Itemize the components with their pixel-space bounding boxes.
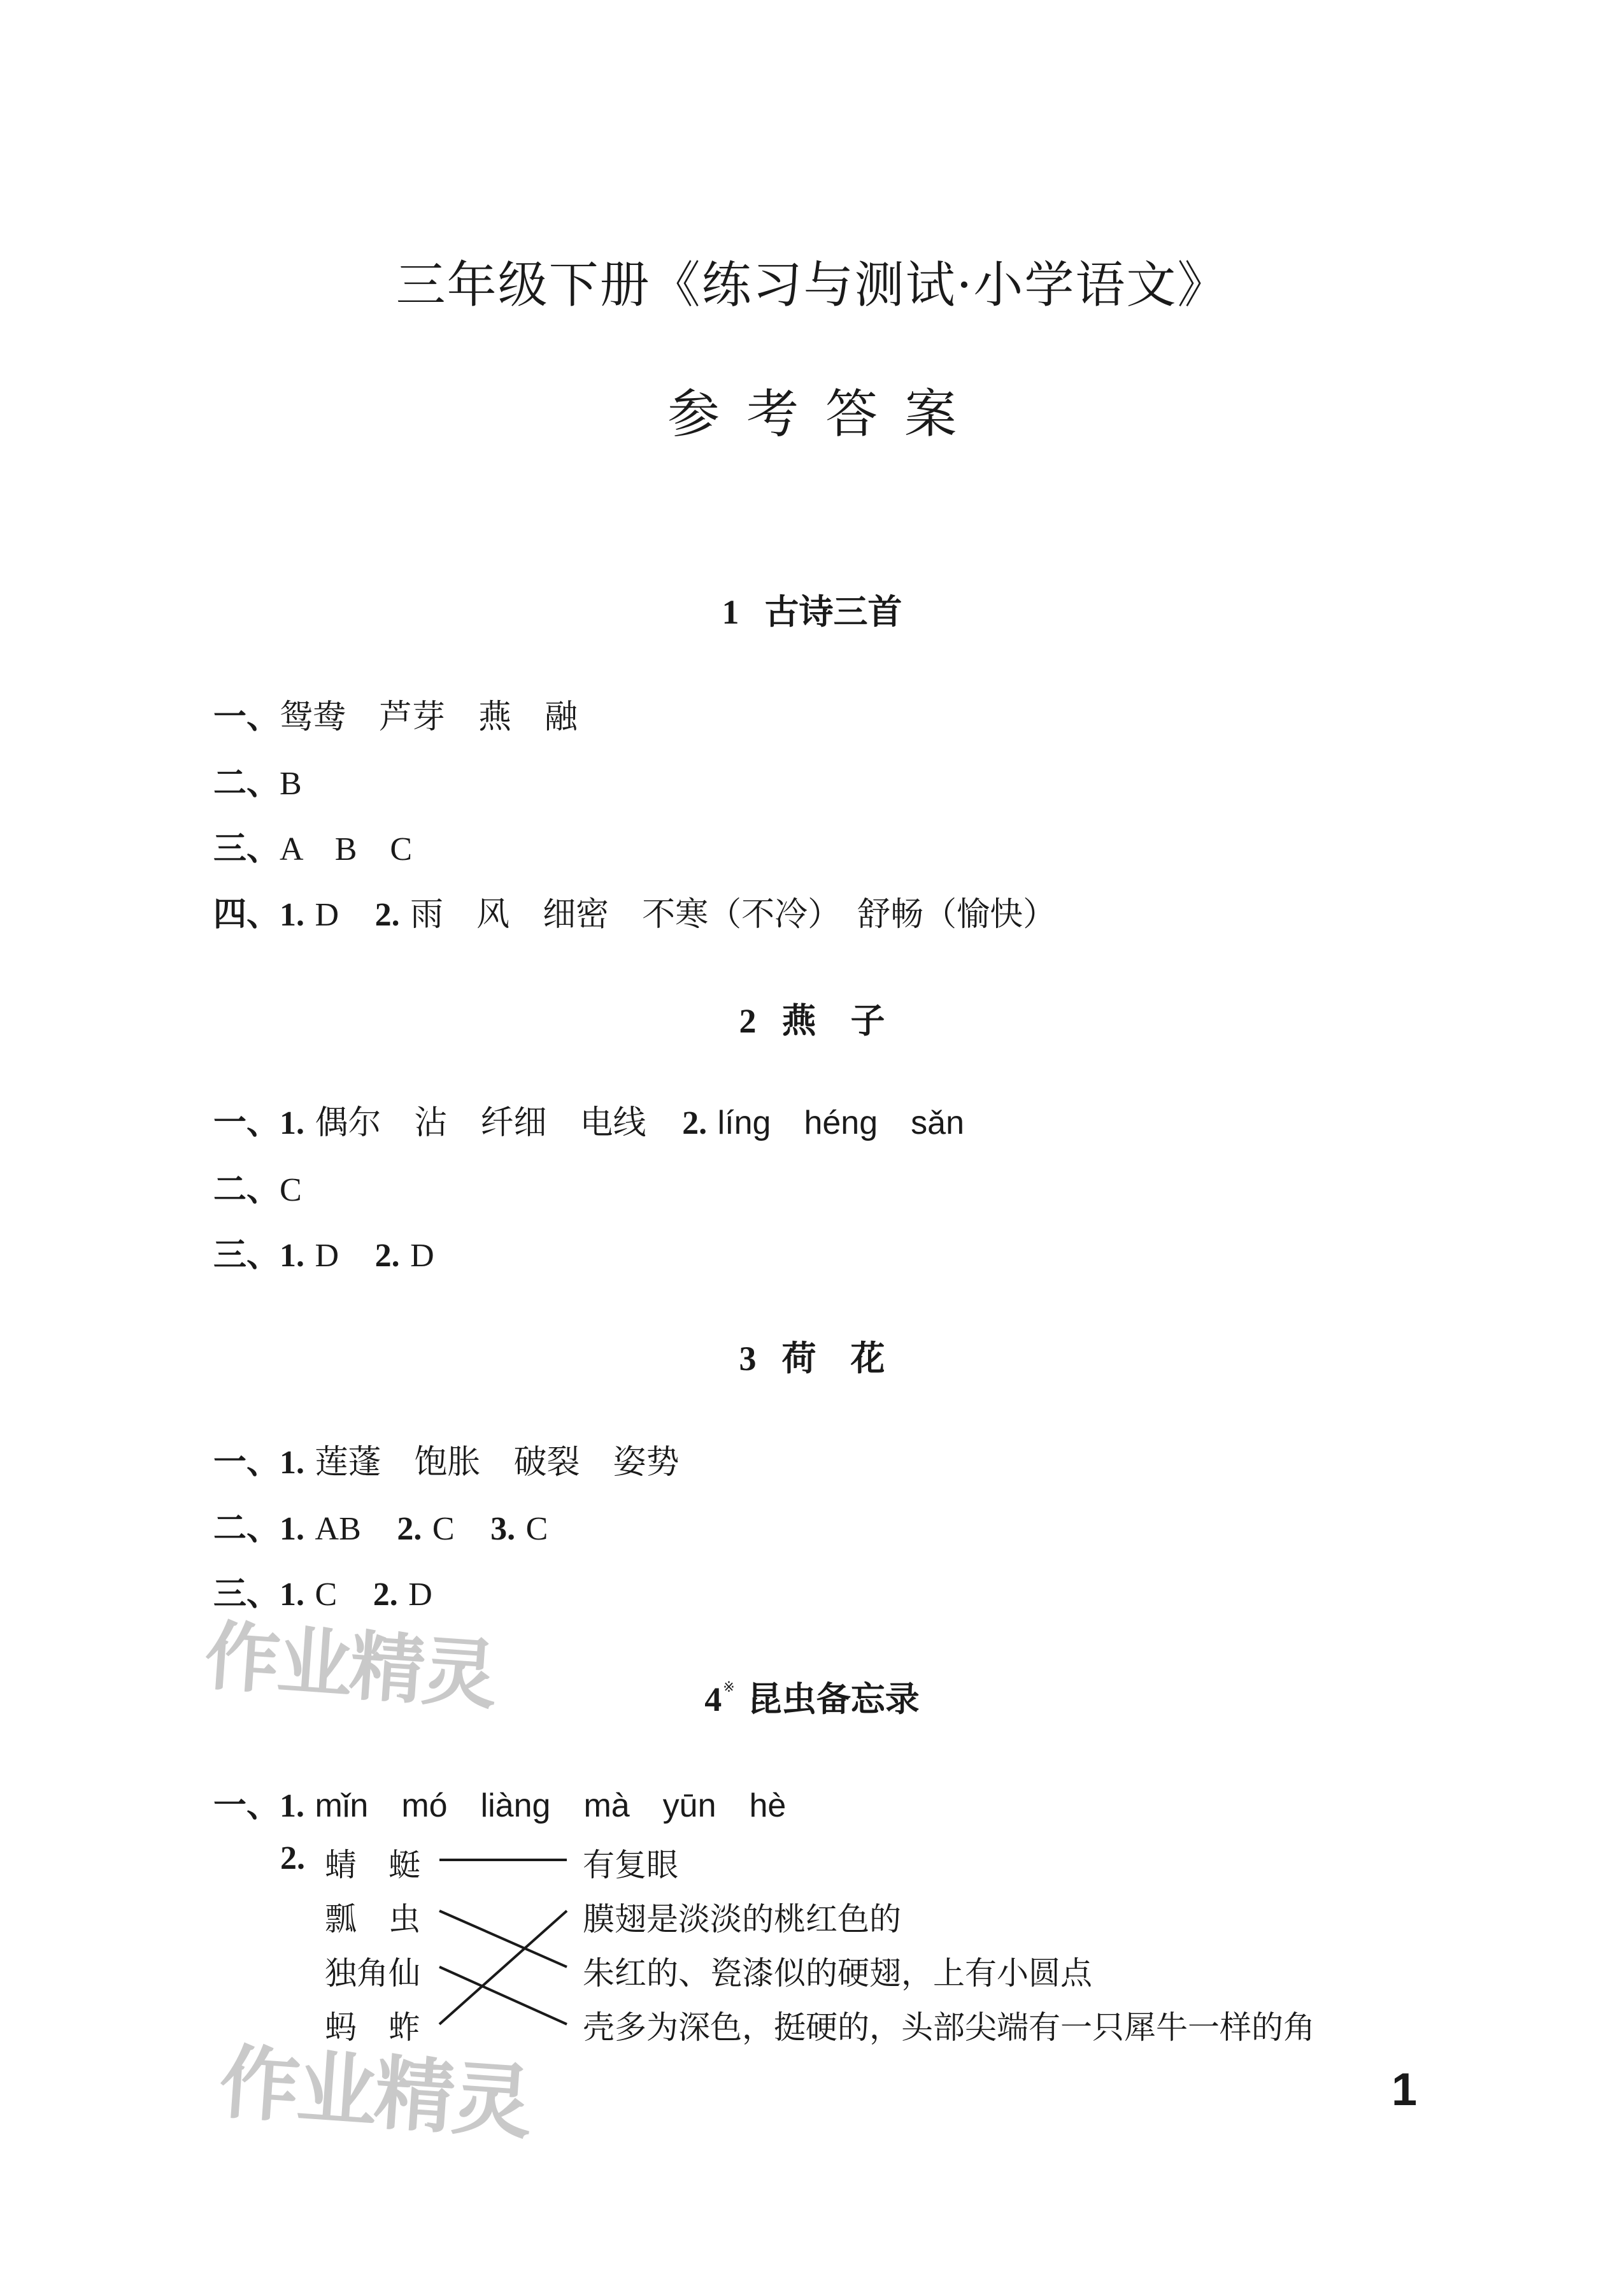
match-left-item: 瓢 虫 <box>325 1901 420 1938</box>
match-left-item: 蜻 蜓 <box>325 1847 420 1883</box>
match-right-item: 膜翅是淡淡的桃红色的 <box>583 1901 901 1938</box>
section-title-2: 2 燕 子 <box>739 1001 885 1041</box>
section-title-3: 3 荷 花 <box>739 1338 885 1378</box>
answer-line: 一、1. 莲蓬 饱胀 破裂 姿势 <box>213 1443 680 1482</box>
section-title-1: 1 古诗三首 <box>722 592 902 632</box>
match-right-item: 朱红的、瓷漆似的硬翅，上有小圆点 <box>583 1955 1092 1992</box>
match-line <box>439 1911 567 2024</box>
answer-line: 三、A B C <box>213 830 413 868</box>
answer-line: 一、1. 偶尔 沾 纤细 电线 2. líng héng sǎn <box>213 1104 964 1142</box>
match-right-item: 壳多为深色，挺硬的，头部尖端有一只犀牛一样的角 <box>583 2009 1315 2046</box>
answer-line: 二、C <box>213 1171 302 1209</box>
page-title: 三年级下册《练习与测试·小学语文》 <box>395 257 1229 314</box>
reading-mark: ※ <box>723 1680 735 1696</box>
match-left-item: 蚂 蚱 <box>325 2009 420 2046</box>
section-title-4: 4※ 昆虫备忘录 <box>704 1679 920 1719</box>
answer-line: 一、1. mǐn mó liàng mà yūn hè <box>213 1787 787 1825</box>
match-line <box>439 1967 567 2024</box>
answer-line: 三、1. D 2. D <box>213 1236 434 1275</box>
answer-line: 三、1. C 2. D <box>213 1575 432 1613</box>
page-number: 1 <box>1392 2064 1418 2115</box>
page-subtitle: 参考答案 <box>667 384 983 445</box>
answer-line: 二、B <box>213 764 302 803</box>
match-line <box>439 1911 567 1967</box>
answer-line: 二、1. AB 2. C 3. C <box>213 1510 548 1548</box>
answer-line: 一、鸳鸯 芦芽 燕 融 <box>213 698 578 736</box>
watermark: 作业精灵 <box>216 2035 533 2150</box>
match-right-item: 有复眼 <box>583 1847 678 1883</box>
question-number: 2. <box>280 1840 305 1876</box>
answer-line: 四、1. D 2. 雨 风 细密 不寒（不冷） 舒畅（愉快） <box>213 896 1057 934</box>
match-left-item: 独角仙 <box>325 1955 420 1992</box>
watermark: 作业精灵 <box>202 1611 498 1720</box>
